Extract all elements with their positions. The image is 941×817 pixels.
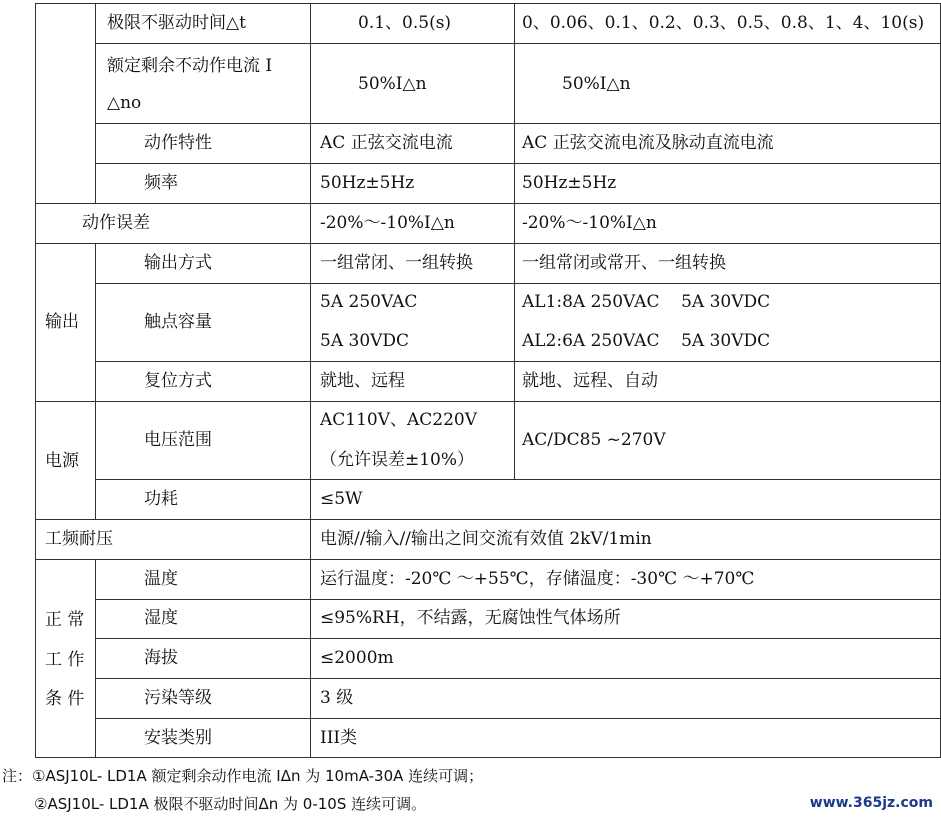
value-reset-mode-a: 就地、远程 — [320, 371, 405, 391]
value-reset-mode-b: 就地、远程、自动 — [522, 371, 658, 391]
value-pollution-degree: 3 级 — [320, 688, 354, 708]
label-limit-non-drive-time: 极限不驱动时间△t — [107, 13, 246, 33]
value-voltage-range-a1: AC110V、AC220V — [320, 410, 478, 430]
value-voltage-range-a2: （允许误差±10%） — [320, 450, 475, 470]
value-power-frequency-withstand: 电源//输入//输出之间交流有效值 2kV/1min — [320, 529, 652, 549]
value-contact-capacity-b2: AL2:6A 250VAC 5A 30VDC — [522, 331, 771, 351]
value-action-error-b: -20%～-10%I△n — [522, 213, 657, 233]
value-frequency-b: 50Hz±5Hz — [522, 173, 617, 193]
value-altitude: ≤2000m — [320, 648, 394, 668]
label-voltage-range: 电压范围 — [144, 430, 212, 450]
group-power: 电源 — [45, 451, 79, 471]
value-limit-non-drive-time-a: 0.1、0.5(s) — [358, 13, 452, 33]
value-voltage-range-b: AC/DC85 ~270V — [522, 430, 666, 450]
label-rated-non-operating-current-1: 额定剩余不动作电流 I — [107, 56, 273, 76]
value-action-error-a: -20%～-10%I△n — [320, 213, 455, 233]
value-action-characteristic-b: AC 正弦交流电流及脉动直流电流 — [522, 133, 774, 153]
value-limit-non-drive-time-b: 0、0.06、0.1、0.2、0.3、0.5、0.8、1、4、10(s) — [522, 13, 925, 33]
value-humidity: ≤95%RH，不结露，无腐蚀性气体场所 — [320, 608, 621, 628]
group-normal-operating-conditions-1: 正 常 — [45, 610, 85, 630]
label-temperature: 温度 — [144, 569, 178, 589]
label-rated-non-operating-current-2: △no — [107, 93, 142, 113]
label-humidity: 湿度 — [144, 608, 178, 628]
label-altitude: 海拔 — [144, 648, 178, 668]
label-output-mode: 输出方式 — [144, 253, 212, 273]
group-output: 输出 — [45, 312, 79, 332]
label-installation-category: 安装类别 — [144, 728, 212, 748]
value-temperature: 运行温度：-20℃ ～+55℃，存储温度：-30℃ ～+70℃ — [320, 569, 755, 589]
note-1: 注：①ASJ10L- LD1A 额定剩余动作电流 IΔn 为 10mA-30A 连续可调； — [2, 767, 484, 785]
label-power-consumption: 功耗 — [144, 489, 178, 509]
watermark: www.365jz.com — [809, 795, 933, 811]
label-reset-mode: 复位方式 — [144, 371, 212, 391]
value-contact-capacity-a1: 5A 250VAC — [320, 292, 418, 312]
value-output-mode-a: 一组常闭、一组转换 — [320, 253, 473, 273]
value-contact-capacity-a2: 5A 30VDC — [320, 331, 410, 351]
label-frequency: 频率 — [144, 173, 178, 193]
label-contact-capacity: 触点容量 — [144, 312, 212, 332]
note-2: ②ASJ10L- LD1A 极限不驱动时间Δn 为 0-10S 连续可调。 — [34, 795, 427, 813]
group-normal-operating-conditions-2: 工 作 — [45, 650, 85, 670]
value-rated-non-operating-current-a: 50%I△n — [358, 74, 427, 94]
value-action-characteristic-a: AC 正弦交流电流 — [320, 133, 453, 153]
label-pollution-degree: 污染等级 — [144, 688, 212, 708]
value-rated-non-operating-current-b: 50%I△n — [562, 74, 631, 94]
label-action-error: 动作误差 — [82, 213, 150, 233]
value-frequency-a: 50Hz±5Hz — [320, 173, 415, 193]
value-contact-capacity-b1: AL1:8A 250VAC 5A 30VDC — [522, 292, 771, 312]
value-installation-category: III类 — [320, 728, 358, 748]
label-action-characteristic: 动作特性 — [144, 133, 212, 153]
value-power-consumption: ≤5W — [320, 489, 363, 509]
label-power-frequency-withstand: 工频耐压 — [45, 529, 113, 549]
value-output-mode-b: 一组常闭或常开、一组转换 — [522, 253, 726, 273]
group-normal-operating-conditions-3: 条 件 — [45, 689, 85, 709]
